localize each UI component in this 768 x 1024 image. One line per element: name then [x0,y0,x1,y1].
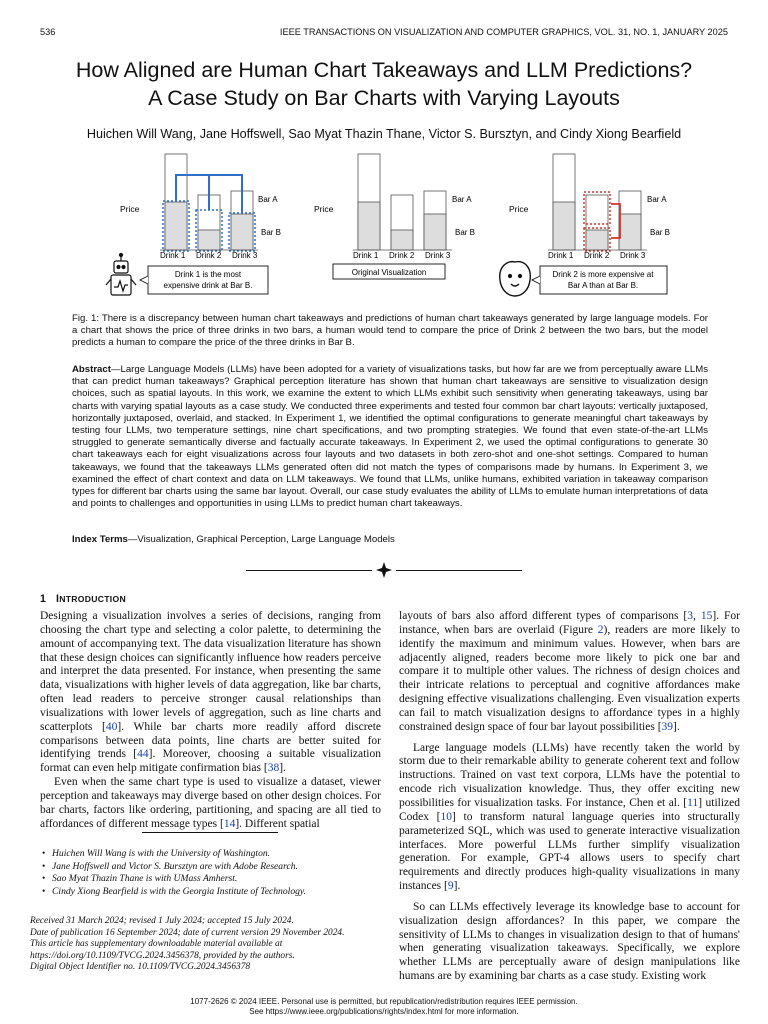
author-affiliations [40,848,381,898]
index-terms: Index Terms—Visualization, Graphical Perception, Large Language Models [72,534,395,545]
affiliation-note: • Huichen Will Wang is with the University of Washington. [40,848,381,861]
title-line-2: A Case Study on Bar Charts with Varying Layouts [148,86,620,110]
journal-header: IEEE TRANSACTIONS ON VISUALIZATION AND COMPUTER GRAPHICS, VOL. 31, NO. 1, JANUARY 2025 [279,27,728,37]
affiliation-note: • Sao Myat Thazin Thane is with UMass Amherst. [40,873,381,886]
x-label-drink1: Drink 1 [160,251,186,260]
x-label-drink3: Drink 3 [232,251,258,260]
svg-text:Drink 3: Drink 3 [425,251,451,260]
publication-info: Received 31 March 2024; revised 1 July 2024; accepted 15 July 2024. Date of publication 16 September 2024; date of current version 29 November 2024. This article has supplementary downloadable material available at https://doi.org/10.1109/TVCG.2024.3456378, provided by the authors. Digital Object Identifier no. 10.1109/TVCG.2024.3456378 [30,916,345,973]
figure-caption: Fig. 1: There is a discrepancy between human chart takeaways and predictions of human chart takeaways generated by large language models. For a chart that shows the price of three drinks in two bars, a human would tend to compare the price of Drink 2 between the two bars, but the model predicts a human to compare the price of the three drinks in Bar B. [72,313,708,349]
svg-text:Drink 1: Drink 1 [548,251,574,260]
svg-text:Drink 3: Drink 3 [620,251,646,260]
panel-llm-prediction [106,154,281,295]
svg-text:Drink 1: Drink 1 [353,251,379,260]
human-caption-line2: Bar A than at Bar B. [567,281,639,290]
svg-text:Drink 2: Drink 2 [584,251,610,260]
divider-ornament-icon [376,562,392,578]
paragraph: layouts of bars also afford different types of comparisons [3, 15]. For instance, when bars are overlaid (Figure 2), readers are more likely to identify the maximum and minimum values. However, when bars are adjacently aligned, readers become more likely to pick one bar and compare it to multiple other values. The richness of design choices and their intricate relations to perceptual and cognitive affordances make designing effective visualizations challenging. Even visualization experts can fail to match visualization designs to affordance types in a highly constrained design space of four bar layout possibilities [39]. [399,610,741,733]
x-label-drink2: Drink 2 [196,251,222,260]
title-line-1: How Aligned are Human Chart Takeaways and LLM Predictions? [75,58,693,82]
human-caption-line1: Drink 2 is more expensive at [552,270,654,279]
robot-caption-line1: Drink 1 is the most [174,270,242,279]
left-column-text [40,610,381,832]
page-number: 536 [40,27,56,37]
teaser-figure [0,148,768,308]
bar-value-drink2 [198,230,220,250]
paragraph: Large language models (LLMs) have recently taken the world by storm due to their remarkable ability to generate coherent text and follow instructions. Trained on vast text corpora, LLMs have the potential to encode rich visualization knowledge. Thus, they offer exciting new possibilities for visualization tasks. For instance, Chen et al. [11] utilized Codex [10] to transform natural language queries into structurally parameterized SQL, which was used to generate interactive visualization interfaces. More powerful LLMs further simplify visualization generation. For example, GPT-4 allows users to specify chart requirements and directly produces high-quality visualizations in many instances [9]. [399,741,740,893]
svg-text:Bar A: Bar A [647,195,667,204]
panel-original-visualization [314,154,475,279]
svg-text:Bar A: Bar A [452,195,472,204]
section-divider [246,570,522,571]
panel-human-takeaway [500,154,670,296]
svg-text:Bar B: Bar B [650,228,671,237]
footnote-rule [142,832,278,833]
abstract: Abstract—Large Language Models (LLMs) have been adopted for a variety of visualizations tasks, but how far are we from perceptually aware LLMs that can predict human takeaways? Graphical perception literature has shown that human chart takeaways are sensitive to visualization design choices, such as spatial layouts. In this work, we examine the extent to which LLMs exhibit such sensitivity when generating takeaways, using bar charts with varying spatial layouts as a case study. We conducted three experiments and tested four common bar chart layouts: vertically juxtaposed, horizontally juxtaposed, overlaid, and stacked. In Experiment 1, we identified the optimal configurations to generate meaningful chart takeaways by testing four LLMs, two temperature settings, nine chart specifications, and two prompting strategies. We found that even state-of-the-art LLMs struggled to generate semantically diverse and factually accurate takeaways. In Experiment 2, we used the optimal configurations to generate 30 chart takeaways each for eight visualizations across four layouts and two datasets in both zero-shot and one-shot settings. Compared to human takeaways, we found that the takeaways LLMs generated often did not match the types of comparisons made by humans. In Experiment 3, we examined the effect of chart context and data on LLM takeaways. We found that LLMs, unlike humans, exhibited variation in takeaway comparison types for different bar charts using the same bar layout. Overall, our case study evaluates the ability of LLMs to emulate human interpretations of data and points to challenges and opportunities in using LLMs to predict human chart takeaways. [72,364,708,510]
section-heading: 1 INTRODUCTION [40,593,126,605]
robot-caption-line2: expensive drink at Bar B. [163,281,253,290]
paper-title [0,56,768,112]
robot-icon [106,254,136,296]
affiliation-note: • Jane Hoffswell and Victor S. Bursztyn are with Adobe Research. [40,861,381,874]
authors: Huichen Will Wang, Jane Hoffswell, Sao Myat Thazin Thane, Victor S. Bursztyn, and Cindy Xiong Bearfield [86,127,682,141]
bar-value-drink3 [231,214,253,250]
paragraph: Designing a visualization involves a series of decisions, ranging from choosing the chart type and selecting a color palette, to determining the amount of accompanying text. The data visualization literature has shown that these design choices can significantly influence how readers perceive and interpret the data presented. For instance, when presenting the same data, visualizations with higher levels of data aggregation, like bar charts, often lead readers to perceive stronger causal relationships than visualizations with lower levels of aggregation, such as line charts and scatterplots [40]. While bar charts more readily afford discrete comparisons between data points, line charts are better suited for identifying trends [44]. Moreover, choosing a suitable visualization format can even help mitigate confirmation bias [38]. [40,610,381,775]
paragraph: So can LLMs effectively leverage its knowledge base to account for visualization design affordances? In this paper, we compare the sensitivity of LLMs to changes in visualization design to that of humans' when generating visualization takeaways. Specifically, we explore whether LLMs are perceptually aware of design manipulations like humans are by examining bar charts as a case study. Existing work [399,900,740,983]
y-label: Price [509,204,529,214]
legend-bar-a: Bar A [258,195,278,204]
affiliation-note: • Cindy Xiong Bearfield is with the Georgia Institute of Technology. [40,886,381,899]
human-face-icon [500,262,531,296]
paragraph: Even when the same chart type is used to visualize a dataset, viewer perception and takeaways may diverge based on other design choices. For bar charts, factors like ordering, partitioning, and spacing are all tied to affordances of different message types [14]. Different spatial [40,776,381,830]
y-label: Price [314,204,334,214]
right-column-text [399,610,740,984]
svg-text:Drink 2: Drink 2 [389,251,415,260]
original-viz-label: Original Visualization [351,268,427,277]
copyright-notice: 1077-2626 © 2024 IEEE. Personal use is permitted, but republication/redistribution requires IEEE permission. See https://www.ieee.org/publications/rights/index.html for more information. [190,997,578,1016]
legend-bar-b: Bar B [261,228,282,237]
bar-value-drink1 [165,202,187,250]
y-label: Price [120,204,140,214]
svg-text:Bar B: Bar B [455,228,476,237]
